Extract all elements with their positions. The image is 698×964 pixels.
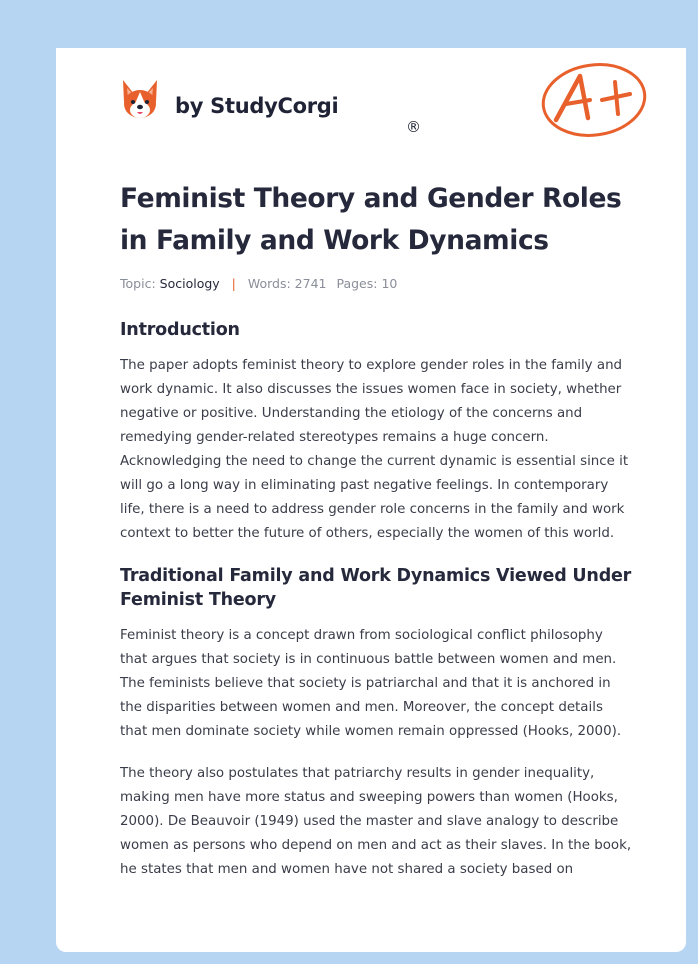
word-count: Words: 2741 xyxy=(247,276,327,291)
corgi-icon xyxy=(120,76,160,122)
paragraph: The theory also postulates that patriarchy results in gender inequality, making men have more status and sweeping powers than women (Hooks, 2000). De Beauvoir (1949) used the master and slave analogy to describe women as persons who depend on men and act as their slaves. In the book, he states that men and women have not shared a society based on xyxy=(120,766,632,877)
document-page xyxy=(56,48,686,952)
document-title: Feminist Theory and Gender Roles in Family and Work Dynamics xyxy=(120,183,622,256)
document-meta xyxy=(120,274,632,294)
paragraph: Feminist theory is a concept drawn from sociological conflict philosophy that argues that society is in continuous battle between women and men. The feminists believe that society is patriarchal and that it is anchored in the disparities between women and men. Moreover, the concept details that men dominate society while women remain oppressed (Hooks, 2000). xyxy=(120,628,622,739)
section-heading-traditional-dynamics: Traditional Family and Work Dynamics Viewed Under Feminist Theory xyxy=(120,566,632,610)
topic-label: Topic: xyxy=(120,276,156,291)
registered-mark: ® xyxy=(406,118,421,136)
paragraph: The paper adopts feminist theory to explore gender roles in the family and work dynamic. It also discusses the issues women face in society, whether negative or positive. Understanding the etiology of the concerns and remedying gender-related stereotypes remains a huge concern. Acknowledging the need to change the current dynamic is essential since it will go a long way in eliminating past negative feelings. In contemporary life, there is a need to address gender role concerns in the family and work context to better the future of others, especially the women of this world. xyxy=(120,358,629,541)
brand-name: by StudyCorgi xyxy=(175,94,339,118)
grade-badge-icon xyxy=(538,60,650,144)
section-heading-introduction: Introduction xyxy=(120,320,240,340)
page-count: Pages: 10 xyxy=(336,276,398,291)
meta-separator: | xyxy=(231,276,236,291)
topic-link[interactable]: Sociology xyxy=(159,276,220,291)
document-content xyxy=(120,178,632,882)
